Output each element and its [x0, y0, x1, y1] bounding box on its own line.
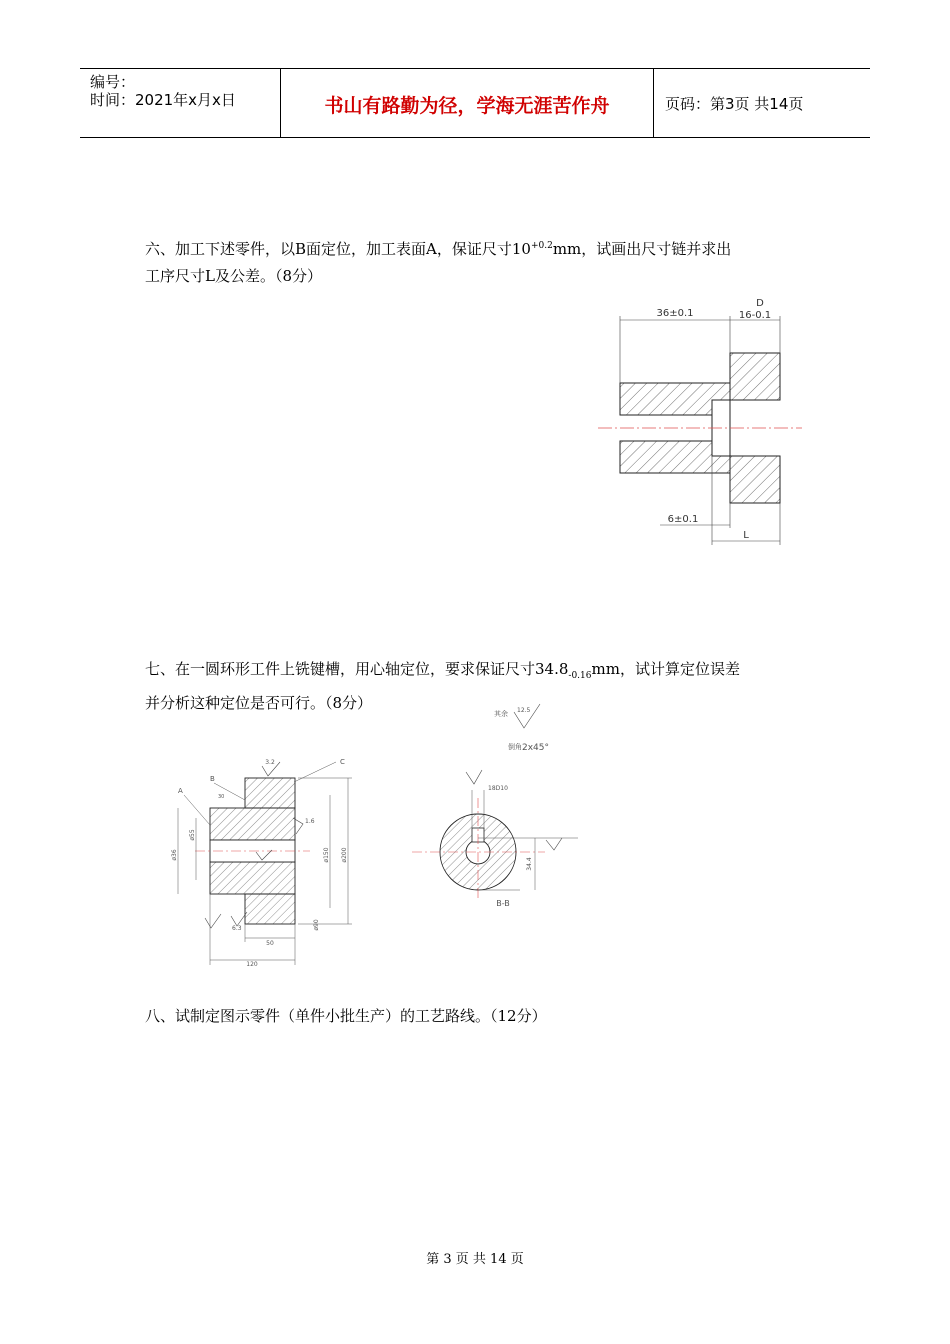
document-number-label: 编号： — [90, 73, 136, 91]
question-6-line-1 — [145, 233, 815, 263]
question-6 — [145, 233, 815, 290]
figure-2-dim-d90: ø90 — [313, 919, 320, 931]
page-footer: 第 3 页 共 14 页 — [426, 1252, 524, 1267]
figure-2-dim-key: 18D10 — [488, 785, 508, 792]
figure-2-rest-value: 12.5 — [517, 707, 531, 714]
question-8 — [145, 1003, 815, 1030]
figure-2-rough-6-3: 6.3 — [232, 925, 242, 932]
figure-2-dim-d55: ø55 — [189, 829, 196, 841]
figure-2-label-b: B — [210, 775, 215, 783]
document-time-label: 时间：2021年x月x日 — [90, 91, 236, 109]
question-6-text-a: 六、加工下述零件，以B面定位，加工表面A，保证尺寸10 — [145, 240, 531, 258]
figure-2-dim-34-4: 34.4 — [526, 857, 533, 871]
figure-2-dim-50: 50 — [266, 940, 274, 947]
figure-2-label-c: C — [340, 758, 345, 766]
figure-1-part-drawing — [590, 295, 815, 550]
figure-2-bb-roughness-icon — [466, 770, 482, 784]
question-7-text-a: 七、在一圆环形工件上铣键槽，用心轴定位，要求保证尺寸34.8 — [145, 660, 569, 678]
figure-1-label-d: D — [756, 298, 764, 309]
question-7-line-1 — [145, 656, 815, 690]
question-7-tolerance: -0.16 — [568, 671, 592, 681]
question-6-line-2: 工序尺寸L及公差。（8分） — [145, 267, 323, 285]
figure-2-dim-d36: ø36 — [171, 849, 178, 861]
figure-2-rough-1-6: 1.6 — [305, 818, 315, 825]
header-motto: 书山有路勤为径，学海无涯苦作舟 — [324, 95, 610, 117]
figure-1-dim-36: 36±0.1 — [656, 308, 694, 319]
question-7-line-2: 并分析这种定位是否可行。（8分） — [145, 694, 373, 712]
header-page-info: 页码：第3页 共14页 — [665, 95, 804, 113]
question-6-tolerance: +0.2 — [530, 241, 553, 251]
figure-2-chamfer-label: 倒角 — [508, 743, 522, 751]
figure-1-dim-16: 16-0.1 — [738, 310, 772, 321]
question-6-text-b: mm，试画出尺寸链并求出 — [552, 240, 732, 258]
figure-2-dim-d200: ø200 — [341, 847, 348, 863]
figure-1-label-l: L — [743, 530, 749, 541]
question-8-line-1: 八、试制定图示零件（单件小批生产）的工艺路线。（12分） — [145, 1007, 547, 1025]
header-middle-cell — [280, 69, 654, 137]
figure-1-dim-6: 6±0.1 — [667, 514, 699, 525]
header-right-cell — [653, 69, 870, 137]
figure-2-dim-d150: ø150 — [323, 847, 330, 863]
figure-2-rough-3-2: 3.2 — [265, 759, 275, 766]
figure-2-dim-120: 120 — [246, 961, 258, 968]
figure-2-bb-roughness-icon-2 — [546, 838, 562, 850]
figure-2-dim-30: 30 — [218, 794, 225, 800]
header-left-cell — [80, 69, 280, 137]
header-table — [80, 68, 870, 138]
figure-2-rest-label: 其余 — [494, 710, 508, 718]
figure-1-dimension-lines — [620, 316, 780, 545]
figure-2-chamfer-value: 2x45° — [522, 743, 550, 753]
figure-2-label-a: A — [178, 787, 183, 795]
question-7-text-b: mm，试计算定位误差 — [591, 660, 740, 678]
figure-2-ring-drawing — [160, 700, 590, 975]
figure-2-section-label: B-B — [496, 899, 510, 908]
